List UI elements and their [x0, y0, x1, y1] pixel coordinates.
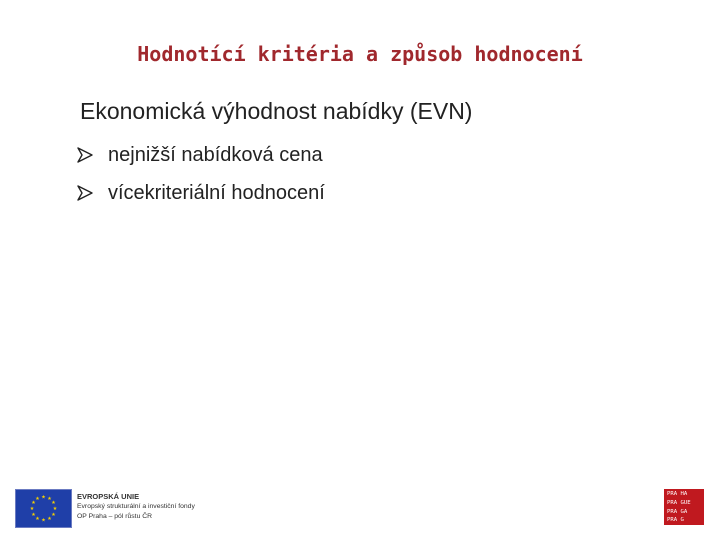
- bullet-item: [76, 180, 325, 206]
- arrow-bullet-icon: [76, 184, 94, 202]
- svg-text:★: ★: [31, 500, 36, 506]
- bullet-text: nejnižší nabídková cena: [108, 143, 323, 166]
- svg-text:★: ★: [51, 512, 56, 518]
- eu-logo-line: EVROPSKÁ UNIE: [77, 492, 140, 501]
- arrow-bullet-icon: [76, 146, 94, 164]
- svg-text:★: ★: [35, 516, 40, 522]
- slide-subtitle: Ekonomická výhodnost nabídky (EVN): [80, 98, 473, 124]
- praha-logo: [664, 489, 704, 525]
- svg-text:★: ★: [29, 506, 35, 512]
- praha-logo-line: PRA GA: [667, 508, 688, 515]
- svg-text:★: ★: [35, 496, 40, 502]
- eu-logo-line: Evropský strukturální a investiční fondy: [77, 503, 195, 510]
- praha-logo-line: PRA G: [667, 517, 684, 524]
- praha-logo-line: PRA GUE: [667, 499, 691, 506]
- bullet-item: [76, 142, 323, 168]
- eu-flag-icon: [15, 489, 72, 528]
- svg-text:★: ★: [52, 506, 58, 512]
- svg-text:★: ★: [51, 500, 56, 506]
- eu-logo-text: [77, 492, 195, 522]
- eu-logo-line: OP Praha – pól růstu ČR: [77, 513, 153, 520]
- svg-text:★: ★: [31, 512, 36, 518]
- svg-text:★: ★: [47, 516, 52, 522]
- slide-title: Hodnotící kritéria a způsob hodnocení: [137, 42, 583, 66]
- svg-text:★: ★: [41, 517, 46, 524]
- praha-logo-line: PRA HA: [667, 491, 688, 497]
- svg-text:★: ★: [47, 496, 52, 502]
- svg-text:★: ★: [41, 494, 46, 501]
- bullet-text: vícekriteriální hodnocení: [108, 181, 325, 204]
